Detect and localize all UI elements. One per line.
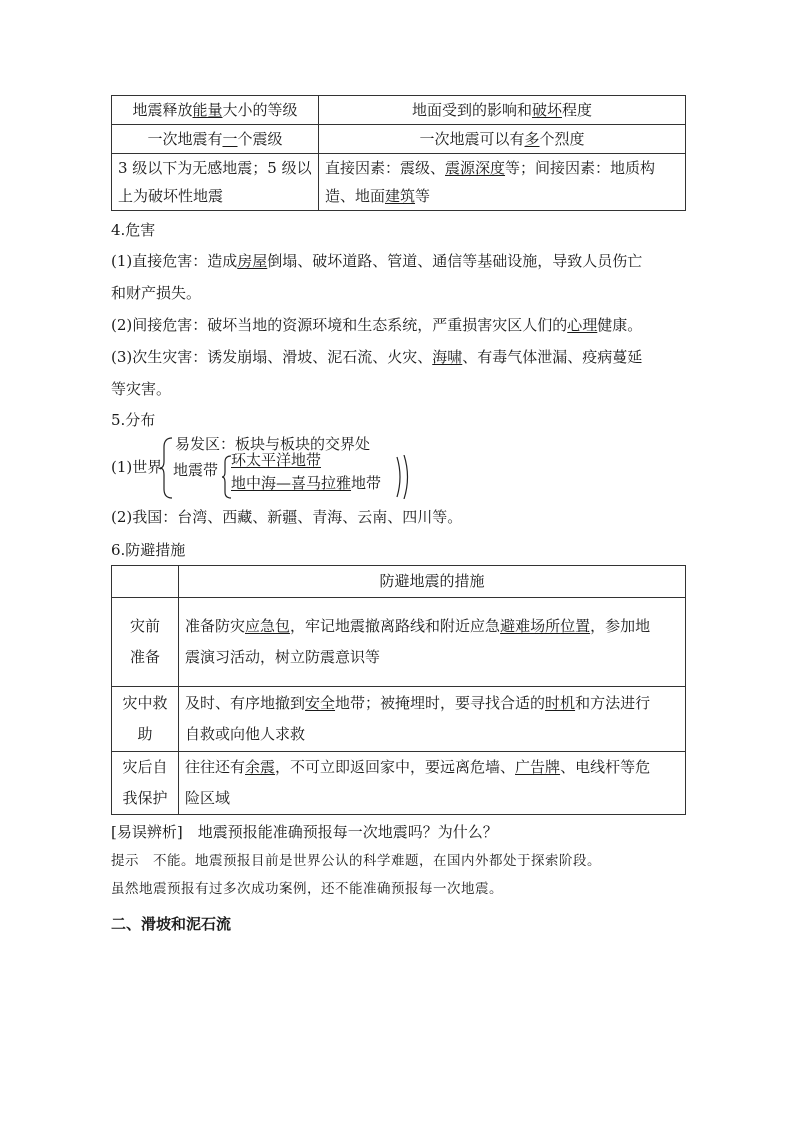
closing-parens-icon	[394, 455, 412, 499]
cell-text: 上为破坏性地震	[118, 187, 224, 205]
underlined-term: 余震	[245, 758, 276, 776]
measure-cell	[179, 687, 686, 752]
table-cell	[112, 125, 319, 154]
text: 应急	[470, 617, 501, 635]
underlined-term: 建筑	[385, 187, 416, 205]
text: 准备防灾	[185, 617, 246, 635]
text: 灾前	[129, 617, 160, 635]
underlined-term: 能量	[192, 101, 223, 119]
cell-text: 地震释放	[132, 101, 193, 119]
measures-table	[111, 565, 686, 815]
table-header-cell: 防避地震的措施	[179, 566, 686, 598]
cell-text: 一次地震有	[147, 130, 223, 148]
table-row	[112, 752, 686, 815]
text: 和方法进行	[575, 694, 651, 712]
text: 及时、有序地撤到	[185, 694, 306, 712]
text: ，牢记地震撤离路线和附近	[290, 617, 471, 635]
text: 倒塌、破坏道路、管道、通信等基础设施，导致人员伤亡	[267, 252, 643, 270]
text: ，不可立即返回家中，要远离危墙、	[275, 758, 516, 776]
cell-text: 程度	[562, 101, 593, 119]
question-text: 地震预报能准确预报每一次地震吗？为什么？	[197, 823, 498, 841]
document-page	[111, 95, 685, 939]
measure-cell	[179, 598, 686, 687]
underlined-term: 位置	[560, 617, 591, 635]
underlined-term: 多	[524, 130, 540, 148]
section-title-hazards: 4.危害	[111, 221, 156, 239]
text: 健康。	[597, 316, 643, 334]
cell-text: 大小的等级	[222, 101, 298, 119]
section-title-distribution: 5.分布	[111, 411, 156, 429]
text: 、有毒气体泄漏、疫病蔓延	[462, 348, 643, 366]
cell-text: 个烈度	[539, 130, 585, 148]
paragraph-china-distribution: (2)我国：台湾、西藏、新疆、青海、云南、四川等。	[111, 508, 463, 526]
analysis-label: [易误辨析]	[111, 823, 183, 841]
cell-text: 3 级以下为无感地震；5 级以	[118, 159, 312, 177]
text: 和财产损失。	[111, 284, 202, 302]
text: 自救或向他人求救	[185, 725, 306, 743]
underlined-term: 地中海—	[231, 474, 292, 492]
underlined-term: 时机	[545, 694, 576, 712]
underlined-term: 安全	[305, 694, 336, 712]
text: 往往还有	[185, 758, 246, 776]
underlined-term: 震源深度	[445, 159, 506, 177]
underlined-term: 一	[222, 130, 238, 148]
tip-line: 虽然地震预报有过多次成功案例，还不能准确预报每一次地震。	[111, 881, 503, 897]
underlined-term: 破坏	[531, 101, 562, 119]
text: (3)次生灾害：诱发崩塌、滑坡、泥石流、火灾、	[111, 348, 433, 366]
table-row	[112, 125, 686, 154]
underlined-term: 避难场所	[500, 617, 561, 635]
underlined-term: 海啸	[432, 348, 463, 366]
text: 灾后自	[122, 758, 168, 776]
analysis-question	[111, 817, 685, 847]
cell-text: 直接因素：震级、	[325, 159, 446, 177]
paragraph-direct-hazard	[111, 245, 685, 309]
table-cell	[319, 96, 686, 125]
table-cell	[112, 566, 179, 598]
cell-text: 等	[415, 187, 431, 205]
measure-cell	[179, 752, 686, 815]
prone-area-text: 易发区：板块与板块的交界处	[175, 435, 371, 453]
table-cell	[112, 96, 319, 125]
cell-text: 造、地面	[325, 187, 386, 205]
cell-text: 地面受到的影响和	[411, 101, 532, 119]
text: (1)直接危害：造成	[111, 252, 238, 270]
magnitude-intensity-table	[111, 95, 686, 211]
text: 我保护	[122, 789, 168, 807]
text: 险区域	[185, 789, 231, 807]
underlined-term: 喜马拉雅	[291, 474, 352, 492]
table-cell	[112, 154, 319, 211]
underlined-term: 房屋	[237, 252, 268, 270]
table-row	[112, 566, 686, 598]
table-cell	[319, 125, 686, 154]
tip-line: 提示 不能。地震预报目前是世界公认的科学难题，在国内外都处于探索阶段。	[111, 853, 601, 869]
cell-text: 一次地震可以有	[419, 130, 525, 148]
table-row	[112, 96, 686, 125]
text: 等灾害。	[111, 380, 172, 398]
table-cell	[319, 154, 686, 211]
text: ，参加地	[590, 617, 651, 635]
text: 、电线杆等危	[560, 758, 651, 776]
world-label: (1)世界	[111, 458, 163, 476]
section-title-measures: 6.防避措施	[111, 541, 186, 559]
cell-text: 等；间接因素：地质构	[505, 159, 656, 177]
underlined-term: 广告牌	[515, 758, 561, 776]
underlined-term: 心理	[567, 316, 598, 334]
text: 地带；被掩埋时，要寻找合适的	[335, 694, 546, 712]
text: 准备	[129, 648, 160, 666]
paragraph-indirect-hazard	[111, 309, 685, 341]
text: 震演习活动，树立防震意识等	[185, 648, 381, 666]
cell-text: 个震级	[237, 130, 283, 148]
section-heading-landslide: 二、滑坡和泥石流	[111, 915, 232, 933]
text: (2)间接危害：破坏当地的资源环境和生态系统，严重损害灾区人们的	[111, 316, 568, 334]
underlined-term: 应急包	[245, 617, 291, 635]
paragraph-secondary-hazard	[111, 341, 685, 405]
text: 地带	[351, 474, 382, 492]
underlined-term: 环太平洋地带	[231, 451, 322, 469]
table-row	[112, 687, 686, 752]
stage-cell	[112, 752, 179, 815]
seismic-belt-label: 地震带	[173, 461, 219, 479]
pacific-belt-text	[231, 449, 321, 470]
text: 助	[137, 725, 153, 743]
table-row	[112, 154, 686, 211]
table-row	[112, 598, 686, 687]
stage-cell	[112, 598, 179, 687]
distribution-brace-diagram	[111, 435, 685, 501]
stage-cell	[112, 687, 179, 752]
mediterranean-belt-text	[231, 472, 382, 493]
text: 灾中救	[122, 694, 168, 712]
